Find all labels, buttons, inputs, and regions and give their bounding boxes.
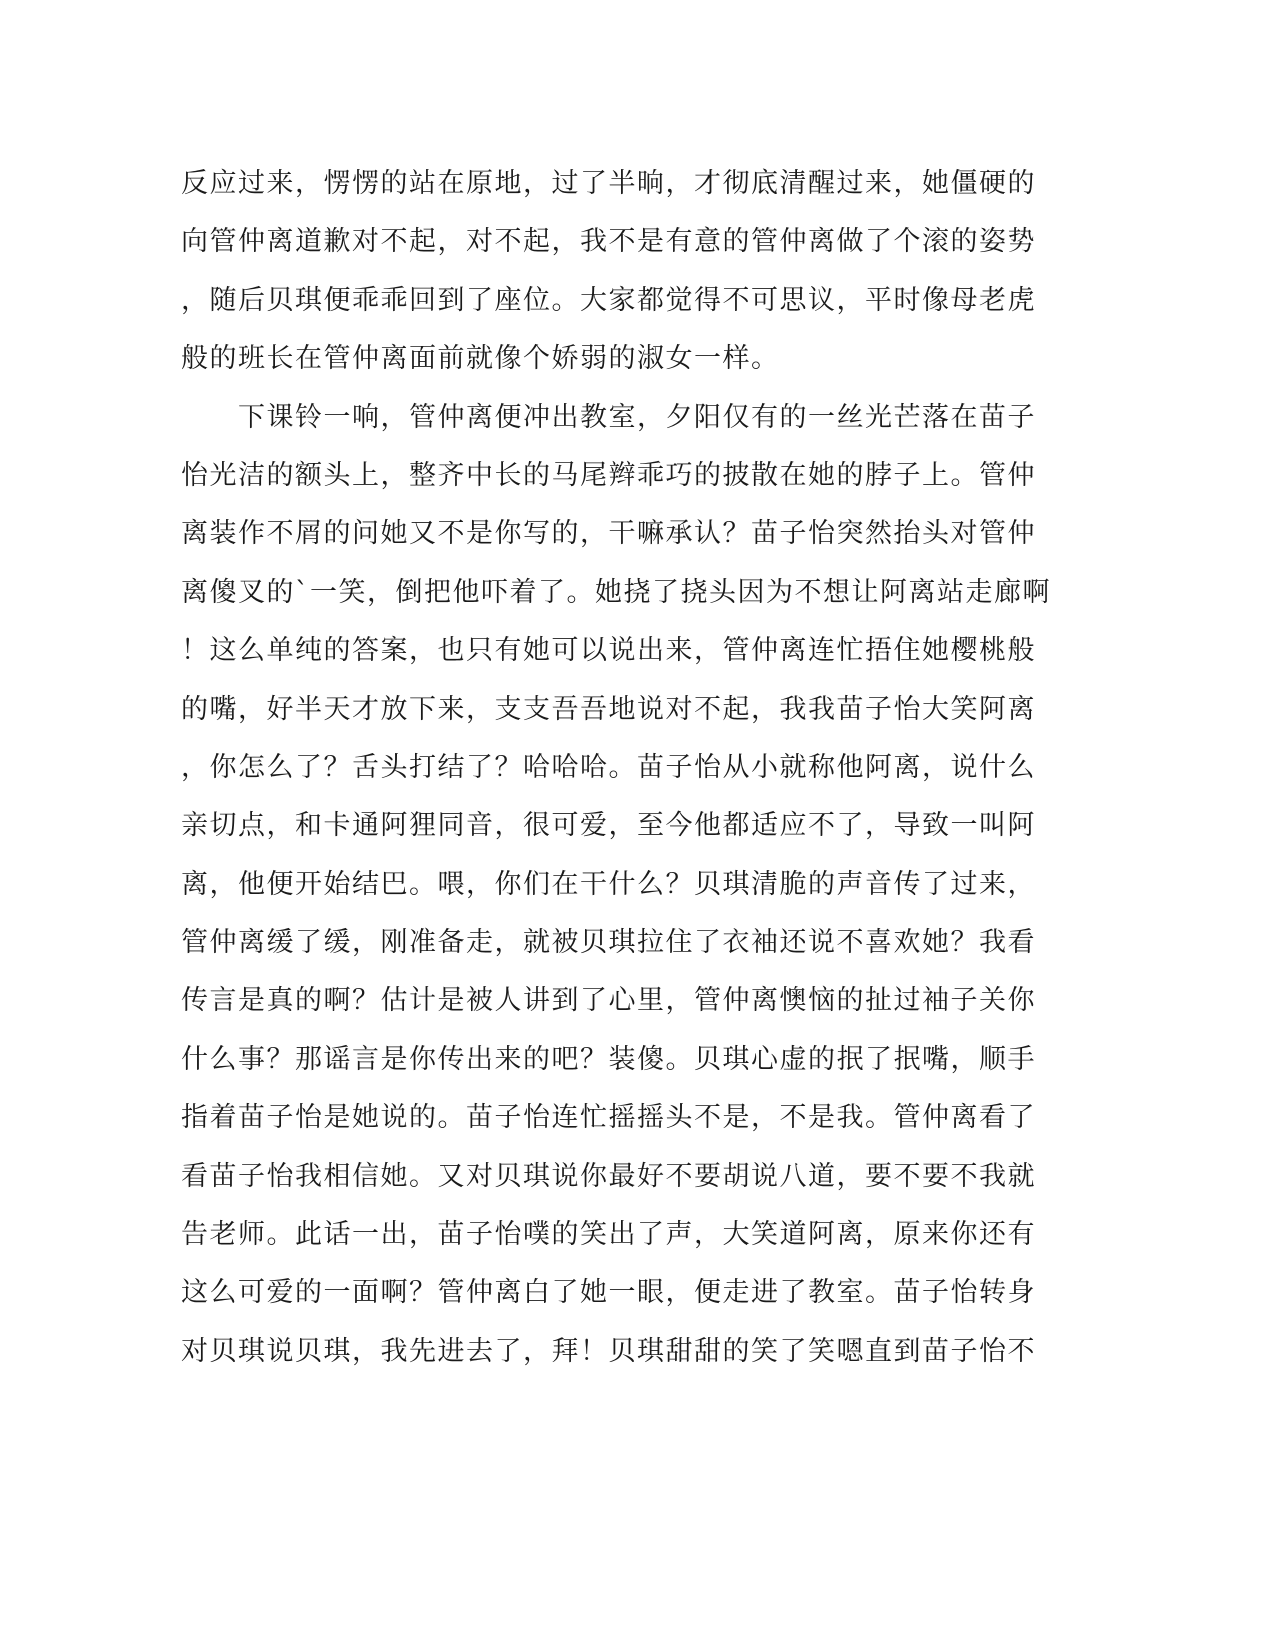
text-line: 对贝琪说贝琪，我先进去了，拜！贝琪甜甜的笑了笑嗯直到苗子怡不 xyxy=(181,1335,1036,1367)
text-line: 离，他便开始结巴。喂，你们在干什么？贝琪清脆的声音传了过来， xyxy=(181,868,1036,900)
text-line: 向管仲离道歉对不起，对不起，我不是有意的管仲离做了个滚的姿势 xyxy=(181,226,1036,258)
text-line: 告老师。此话一出，苗子怡噗的笑出了声，大笑道阿离，原来你还有 xyxy=(181,1219,1036,1251)
text-line: 的嘴，好半天才放下来，支支吾吾地说对不起，我我苗子怡大笑阿离 xyxy=(181,693,1036,725)
text-line: ，你怎么了？舌头打结了？哈哈哈。苗子怡从小就称他阿离，说什么 xyxy=(181,751,1036,783)
text-line: 看苗子怡我相信她。又对贝琪说你最好不要胡说八道，要不要不我就 xyxy=(181,1160,1036,1192)
text-line: 什么事？那谣言是你传出来的吧？装傻。贝琪心虚的抿了抿嘴，顺手 xyxy=(181,1043,1036,1075)
body-text xyxy=(181,155,1061,1381)
text-line: 离傻叉的`一笑，倒把他吓着了。她挠了挠头因为不想让阿离站走廊啊 xyxy=(181,576,1051,608)
text-line: 下课铃一响，管仲离便冲出教室，夕阳仅有的一丝光芒落在苗子 xyxy=(181,401,1036,433)
text-line: 这么可爱的一面啊？管仲离白了她一眼，便走进了教室。苗子怡转身 xyxy=(181,1277,1036,1309)
text-line: 反应过来，愣愣的站在原地，过了半晌，才彻底清醒过来，她僵硬的 xyxy=(181,168,1036,199)
text-line: 亲切点，和卡通阿狸同音，很可爱，至今他都适应不了，导致一叫阿 xyxy=(181,810,1036,842)
text-line: 管仲离缓了缓，刚准备走，就被贝琪拉住了衣袖还说不喜欢她？我看 xyxy=(181,927,1036,959)
text-line: 离装作不屑的问她又不是你写的，干嘛承认？苗子怡突然抬头对管仲 xyxy=(181,518,1036,550)
text-line: ，随后贝琪便乖乖回到了座位。大家都觉得不可思议，平时像母老虎 xyxy=(181,284,1036,316)
text-line: 怡光洁的额头上，整齐中长的马尾辫乖巧的披散在她的脖子上。管仲 xyxy=(181,459,1036,491)
text-line: 般的班长在管仲离面前就像个娇弱的淑女一样。 xyxy=(181,343,780,375)
text-line: ！这么单纯的答案，也只有她可以说出来，管仲离连忙捂住她樱桃般 xyxy=(181,635,1036,667)
text-line: 传言是真的啊？估计是被人讲到了心里，管仲离懊恼的扯过袖子关你 xyxy=(181,985,1036,1017)
text-line: 指着苗子怡是她说的。苗子怡连忙摇摇头不是，不是我。管仲离看了 xyxy=(181,1102,1036,1134)
